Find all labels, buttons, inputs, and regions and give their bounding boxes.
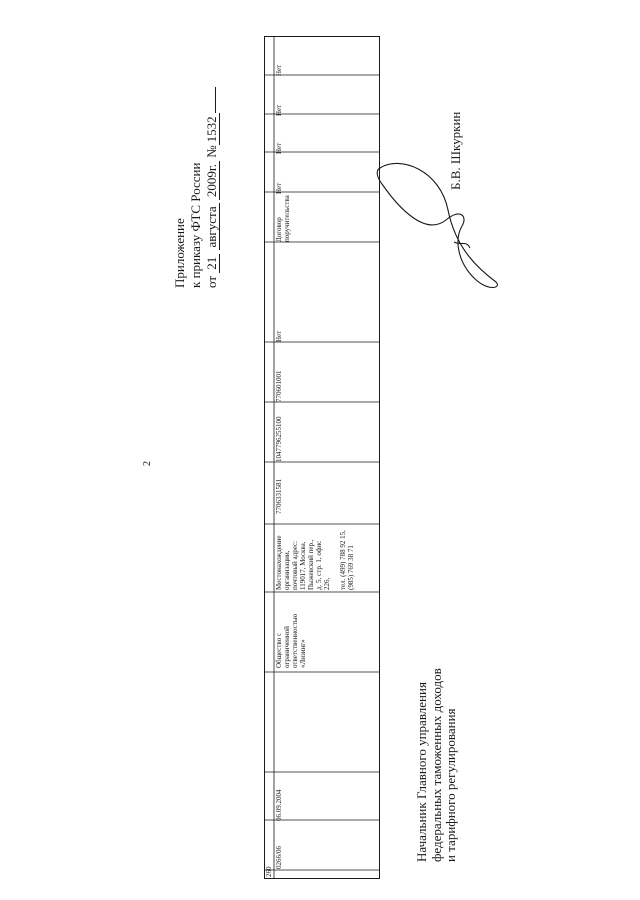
address-line: 119017, Москва, bbox=[299, 541, 307, 590]
page-number: 2 bbox=[142, 461, 153, 466]
cell-col11: Нет bbox=[275, 330, 283, 342]
header-line-order: к приказу ФТС России bbox=[188, 162, 203, 288]
header-number-blank bbox=[215, 87, 216, 113]
header-date-year: 2009г. bbox=[204, 161, 220, 200]
signatory-name: Б.В. Шкуркин bbox=[448, 111, 463, 190]
cell-ogrn: 1047796255100 bbox=[275, 416, 283, 462]
cell-address bbox=[275, 520, 355, 590]
order-header bbox=[172, 87, 220, 288]
cell-guarantee: Договор поручительства bbox=[275, 195, 291, 242]
address-line bbox=[331, 520, 339, 590]
address-line: 226, bbox=[323, 577, 331, 590]
address-line: почтовый адрес: bbox=[291, 540, 299, 590]
cell-col16: Нет bbox=[275, 64, 283, 76]
position-line-2: федеральных таможенных доходов bbox=[428, 668, 444, 862]
header-number-label: № bbox=[204, 145, 219, 158]
cell-row-number: 260 bbox=[265, 866, 273, 877]
signature-mark bbox=[370, 150, 510, 300]
header-line-date bbox=[204, 87, 220, 288]
header-number: 1532 bbox=[204, 113, 220, 145]
cell-organization: Общество с ограниченной ответственностью «Лизинг» bbox=[275, 613, 307, 668]
cell-inn: 7706331581 bbox=[275, 479, 283, 514]
header-line-appendix: Приложение bbox=[172, 218, 187, 288]
cell-kpp: 770601001 bbox=[275, 370, 283, 402]
cell-col15: Нет bbox=[275, 104, 283, 116]
position-line-3: и тарифного регулирования bbox=[443, 708, 458, 862]
cell-registry-no: 0266/06 bbox=[275, 846, 283, 869]
cell-date: 06.09.2004 bbox=[275, 789, 283, 821]
address-line: Пыжевский пер., bbox=[307, 539, 315, 590]
address-lines bbox=[275, 520, 355, 590]
cell-col14: Нет bbox=[275, 142, 283, 154]
position-line-1: Начальник Главного управления bbox=[414, 682, 429, 862]
registry-table bbox=[264, 36, 380, 879]
signatory-position bbox=[415, 668, 459, 862]
address-line: организации, bbox=[283, 550, 291, 590]
address-line: (985) 769 38 71 bbox=[347, 545, 355, 590]
cell-col13: Нет bbox=[275, 182, 283, 194]
header-date-month: августа bbox=[204, 203, 220, 250]
address-line: Местонахождение bbox=[275, 535, 283, 590]
address-line: д. 5, стр. 1, офис bbox=[315, 540, 323, 590]
address-line: тел. (499) 788 92 15, bbox=[339, 530, 347, 590]
header-date-prefix: от bbox=[204, 275, 219, 288]
header-date-day: 21 bbox=[204, 254, 220, 273]
